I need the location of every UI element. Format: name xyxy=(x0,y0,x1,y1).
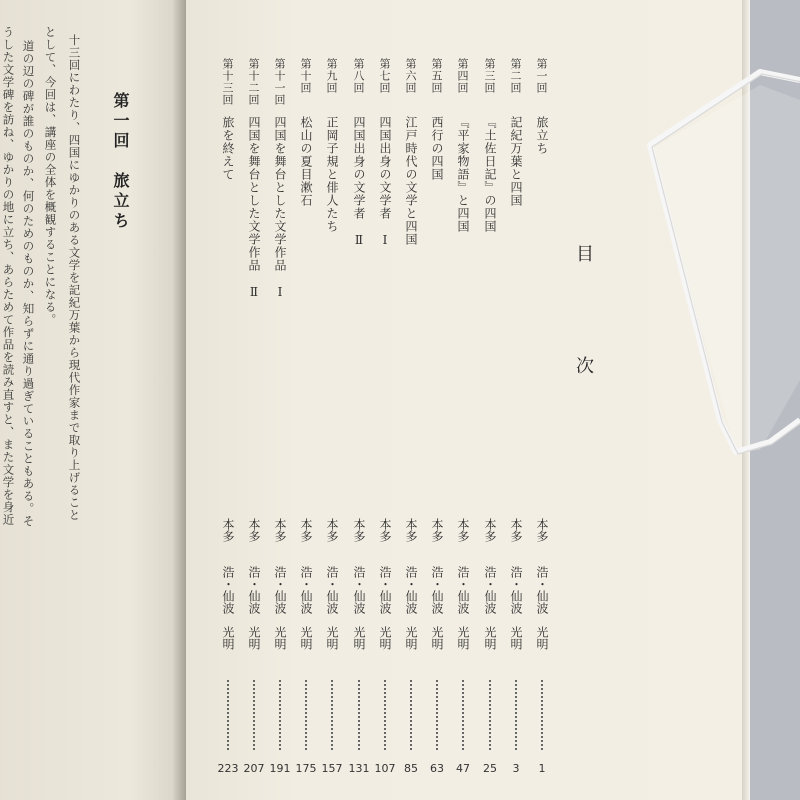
toc-entry-author-b: 浩・仙波 光明 xyxy=(352,566,366,650)
toc-entry-title: 正岡子規と俳人たち xyxy=(325,116,339,233)
body-line-3: 道の辺の碑が誰のものか、何のためのものか、知らずに通り過ぎていることもある。そ xyxy=(21,40,36,528)
toc-entry-author-b: 浩・仙波 光明 xyxy=(509,566,523,650)
toc-entry-number: 第六回 xyxy=(404,58,417,94)
toc-entry-author-b: 浩・仙波 光明 xyxy=(221,566,235,650)
body-line-4: うした文学碑を訪ね、ゆかりの地に立ち、あらためて作品を読み直すと、また文学を身近 xyxy=(1,26,16,526)
toc-entry-title: 四国出身の文学者 Ⅰ xyxy=(378,116,392,248)
toc-entry-author-b: 浩・仙波 光明 xyxy=(247,566,261,650)
toc-entry-author-b: 浩・仙波 光明 xyxy=(535,566,549,650)
toc-entry-page-number: 157 xyxy=(321,762,343,775)
toc-entry-leader-dots xyxy=(279,680,285,750)
toc-entry-number: 第十一回 xyxy=(273,58,286,106)
toc-entry-author-b: 浩・仙波 光明 xyxy=(430,566,444,650)
toc-entry-title: 四国を舞台とした文学作品 Ⅰ xyxy=(273,116,287,300)
toc-entry-leader-dots xyxy=(331,680,337,750)
toc-entry-leader-dots xyxy=(384,680,390,750)
toc-entry-page-number: 3 xyxy=(512,762,520,775)
toc-entry-author-a: 本多 xyxy=(325,518,339,542)
toc-entry-leader-dots xyxy=(358,680,364,750)
page-edge xyxy=(742,0,750,800)
toc-entry-leader-dots xyxy=(462,680,468,750)
toc-entry-leader-dots xyxy=(227,680,233,750)
toc-entry-number: 第七回 xyxy=(378,58,391,94)
toc-entry-number: 第五回 xyxy=(430,58,443,94)
toc-entry-author-a: 本多 xyxy=(430,518,444,542)
toc-entry-page-number: 131 xyxy=(348,762,370,775)
toc-entry-page-number: 47 xyxy=(456,762,470,775)
toc-entry-author-a: 本多 xyxy=(273,518,287,542)
toc-entry-author-b: 浩・仙波 光明 xyxy=(378,566,392,650)
toc-entry-author-a: 本多 xyxy=(299,518,313,542)
toc-entry-title: 『土佐日記』の四国 xyxy=(483,116,497,233)
toc-entry-author-a: 本多 xyxy=(535,518,549,542)
body-line-2: として、今回は、講座の全体を概観することになる。 xyxy=(43,26,58,326)
toc-entry-title: 旅立ち xyxy=(535,116,549,155)
toc-entry-number: 第十回 xyxy=(299,58,312,94)
toc-entry-page-number: 191 xyxy=(269,762,291,775)
toc-entry-number: 第十二回 xyxy=(247,58,260,106)
toc-entry-author-a: 本多 xyxy=(509,518,523,542)
toc-entry-page-number: 175 xyxy=(295,762,317,775)
toc-entry-number: 第二回 xyxy=(509,58,522,94)
toc-entry-title: 四国出身の文学者 Ⅱ xyxy=(352,116,366,248)
toc-entry-leader-dots xyxy=(253,680,259,750)
toc-title-char-1: 目 xyxy=(576,244,594,265)
toc-entry-page-number: 85 xyxy=(404,762,418,775)
toc-entry-author-b: 浩・仙波 光明 xyxy=(404,566,418,650)
toc-entry-leader-dots xyxy=(515,680,521,750)
toc-entry-author-a: 本多 xyxy=(352,518,366,542)
toc-entry-title: 『平家物語』と四国 xyxy=(456,116,470,233)
toc-entry-author-a: 本多 xyxy=(247,518,261,542)
toc-entry-number: 第四回 xyxy=(456,58,469,94)
toc-title-char-2: 次 xyxy=(576,356,594,377)
toc-entry-author-b: 浩・仙波 光明 xyxy=(456,566,470,650)
toc-entry-author-b: 浩・仙波 光明 xyxy=(325,566,339,650)
toc-entry-title: 松山の夏目漱石 xyxy=(299,116,313,207)
toc-entry-page-number: 25 xyxy=(483,762,497,775)
chapter-heading: 第一回 旅立ち xyxy=(111,92,130,232)
toc-entry-author-a: 本多 xyxy=(221,518,235,542)
toc-entry-title: 記紀万葉と四国 xyxy=(509,116,523,207)
toc-entry-title: 四国を舞台とした文学作品 Ⅱ xyxy=(247,116,261,300)
left-page xyxy=(0,0,186,800)
toc-entry-author-b: 浩・仙波 光明 xyxy=(299,566,313,650)
toc-entry-author-b: 浩・仙波 光明 xyxy=(273,566,287,650)
toc-entry-author-a: 本多 xyxy=(456,518,470,542)
toc-entry-page-number: 207 xyxy=(243,762,265,775)
toc-entry-leader-dots xyxy=(541,680,547,750)
toc-entry-title: 江戸時代の文学と四国 xyxy=(404,116,418,246)
toc-entry-author-a: 本多 xyxy=(378,518,392,542)
toc-entry-number: 第一回 xyxy=(535,58,548,94)
toc-entry-page-number: 107 xyxy=(374,762,396,775)
toc-entry-author-a: 本多 xyxy=(404,518,418,542)
toc-entry-leader-dots xyxy=(489,680,495,750)
toc-entry-leader-dots xyxy=(410,680,416,750)
toc-entry-number: 第八回 xyxy=(352,58,365,94)
body-line-1: 十三回にわたり、四国にゆかりのある文学を記紀万葉から現代作家まで取り上げること xyxy=(67,34,82,522)
toc-entry-page-number: 63 xyxy=(430,762,444,775)
toc-entry-leader-dots xyxy=(305,680,311,750)
toc-entry-author-a: 本多 xyxy=(483,518,497,542)
toc-entry-title: 旅を終えて xyxy=(221,116,235,181)
toc-entry-author-b: 浩・仙波 光明 xyxy=(483,566,497,650)
toc-entry-number: 第三回 xyxy=(483,58,496,94)
toc-entry-title: 西行の四国 xyxy=(430,116,444,181)
toc-entry-page-number: 1 xyxy=(538,762,546,775)
toc-entry-page-number: 223 xyxy=(217,762,239,775)
toc-entry-number: 第十三回 xyxy=(221,58,234,106)
toc-entry-number: 第九回 xyxy=(325,58,338,94)
toc-entry-leader-dots xyxy=(436,680,442,750)
